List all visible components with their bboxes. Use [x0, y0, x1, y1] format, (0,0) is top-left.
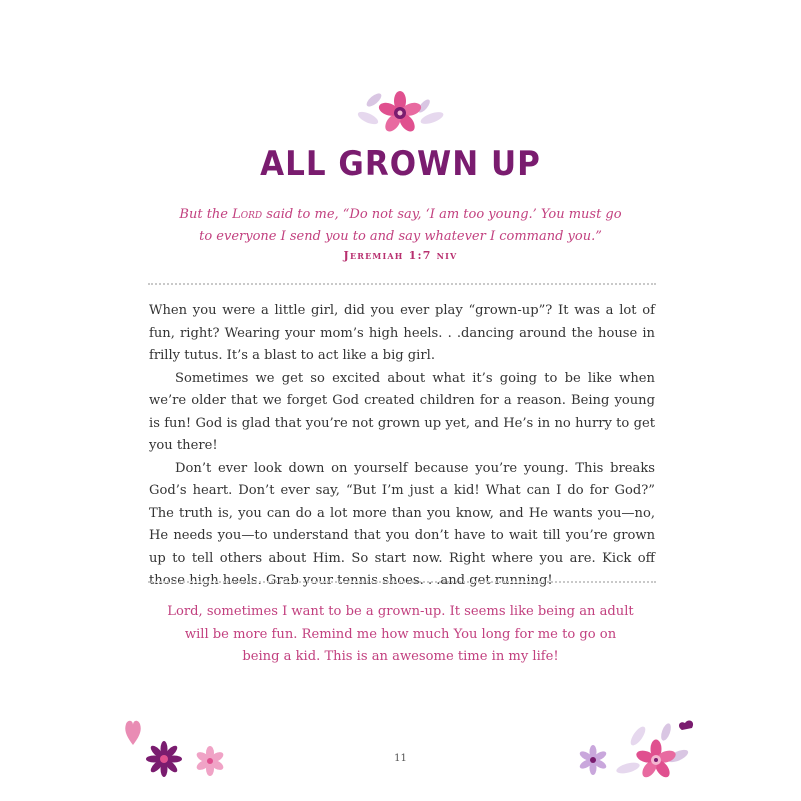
body-paragraph: Don’t ever look down on yourself because you’re young. This breaks God’s heart. Don’t ever say, “But I’m just a kid! What can I do for God?” The truth is, you can do a lot more than you know, and He wants you—no, He needs you—to understand that you don’t have to wait till you’re grown up to tell others about Him. So start now. Right where you are. Kick off those high heels. Grab your tennis shoes. . .and get running!: [149, 460, 655, 588]
purple-flower-icon: [145, 740, 183, 778]
devotional-body: [149, 300, 655, 593]
body-paragraph: When you were a little girl, did you ever play “grown-up”? It was a lot of fun, right? Wearing your mom’s high heels. . .dancing around the house in frilly tutus. It’s a blast to act like a big girl.: [149, 303, 655, 363]
flower-with-leaves-icon: [354, 86, 448, 138]
lavender-flower-icon: [576, 744, 610, 776]
flower-with-leaves-icon: [616, 716, 698, 782]
page-title: ALL GROWN UP: [260, 144, 541, 184]
verse-line1-pre: But the: [179, 207, 233, 222]
scripture-verse: [160, 204, 641, 248]
dotted-divider: [148, 581, 656, 583]
verse-line2: to everyone I send you to and say whatever I command you.”: [199, 229, 602, 244]
body-paragraph: Sometimes we get so excited about what it’s going to be like when we’re older that we forget God created children for a reason. Being young is fun! God is glad that you’re not grown up yet, and He’s in no hurry to get you there!: [149, 370, 655, 453]
prayer-line: will be more fun. Remind me how much You long for me to go on: [184, 626, 617, 642]
verse-line1-post: said to me, “Do not say, ‘I am too young.’ You must go: [262, 207, 622, 222]
heart-icon: [124, 718, 142, 746]
prayer: [140, 601, 661, 669]
dotted-divider: [148, 283, 656, 285]
verse-reference: Jeremiah 1:7 niv: [343, 249, 458, 262]
page-number: 11: [394, 753, 407, 764]
verse-lord: Lord: [232, 207, 263, 222]
prayer-line: being a kid. This is an awesome time in my life!: [242, 649, 559, 664]
prayer-line: Lord, sometimes I want to be a grown-up. It seems like being an adult: [167, 604, 634, 619]
pink-flower-icon: [192, 745, 228, 777]
